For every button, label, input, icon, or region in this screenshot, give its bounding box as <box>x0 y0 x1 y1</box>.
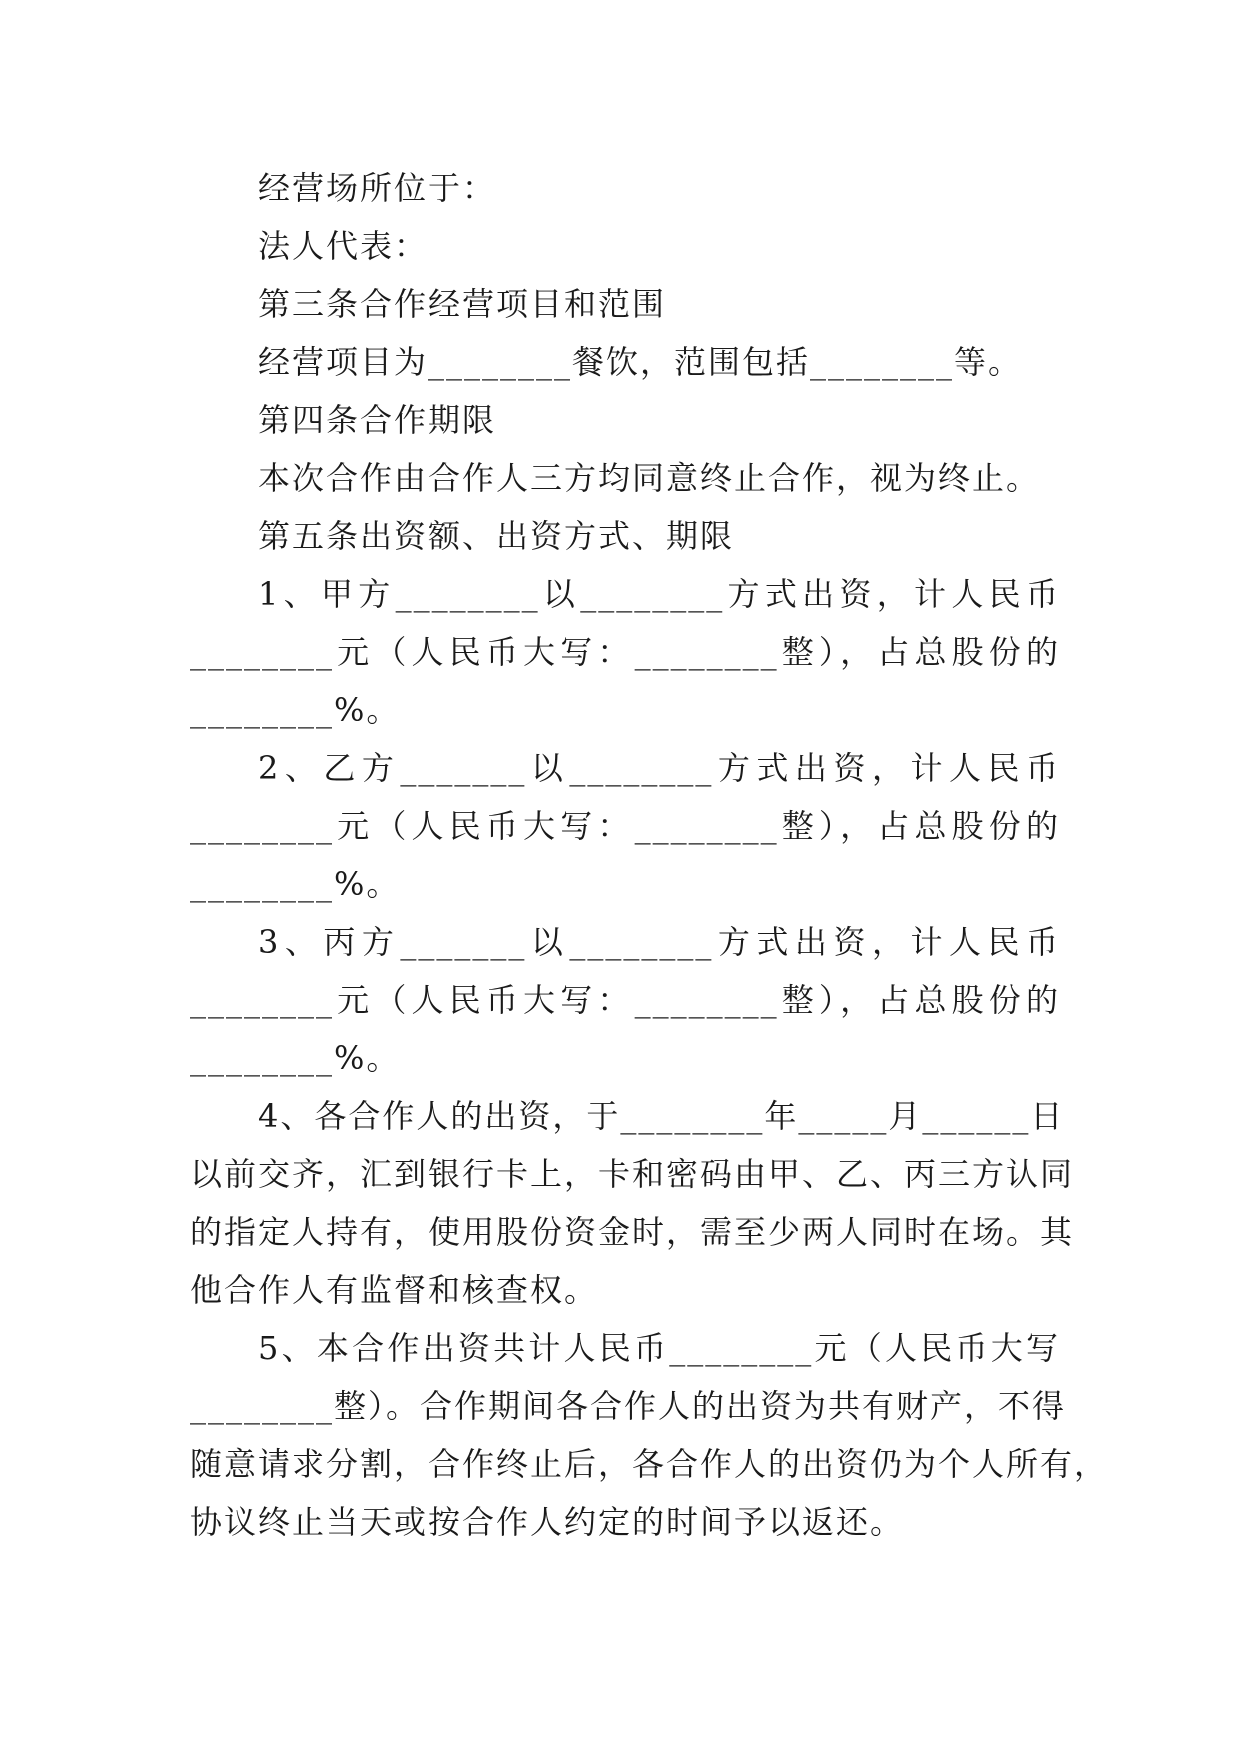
section-heading: 第五条出资额、出资方式、期限 <box>258 517 735 555</box>
clause-line: ________整）。合作期间各合作人的出资为共有财产，不得 <box>190 1387 1067 1425</box>
clause-line: 3、丙方_______以________方式出资，计人民币 <box>258 923 1060 961</box>
clause-line: 4、各合作人的出资，于________年_____月______日 <box>258 1097 1065 1135</box>
clause-line: ________%。 <box>190 691 401 729</box>
clause-line: 1、甲方________以________方式出资，计人民币 <box>258 575 1060 613</box>
clause-line: 随意请求分割，合作终止后，各合作人的出资仍为个人所有， <box>190 1445 1109 1483</box>
section-heading: 第三条合作经营项目和范围 <box>258 285 667 323</box>
clause-line: ________元（人民币大写：________整），占总股份的 <box>190 807 1060 845</box>
clause-line: 协议终止当天或按合作人约定的时间予以返还。 <box>190 1503 905 1541</box>
clause-line: 的指定人持有，使用股份资金时，需至少两人同时在场。其 <box>190 1213 1075 1251</box>
clause-line: 2、乙方_______以________方式出资，计人民币 <box>258 749 1060 787</box>
clause-line: ________元（人民币大写：________整），占总股份的 <box>190 981 1060 1019</box>
text-line: 经营场所位于： <box>258 169 497 207</box>
clause-line: 5、本合作出资共计人民币________元（人民币大写 <box>258 1329 1060 1367</box>
clause-line: ________元（人民币大写：________整），占总股份的 <box>190 633 1060 671</box>
clause-line: ________%。 <box>190 865 401 903</box>
clause-line: 他合作人有监督和核查权。 <box>190 1271 599 1309</box>
text-line: 本次合作由合作人三方均同意终止合作，视为终止。 <box>258 459 1041 497</box>
text-line: 经营项目为________餐饮，范围包括________等。 <box>258 343 1023 381</box>
clause-line: ________%。 <box>190 1039 401 1077</box>
section-heading: 第四条合作期限 <box>258 401 497 439</box>
text-line: 法人代表： <box>258 227 429 265</box>
clause-line: 以前交齐，汇到银行卡上，卡和密码由甲、乙、丙三方认同 <box>190 1155 1075 1193</box>
